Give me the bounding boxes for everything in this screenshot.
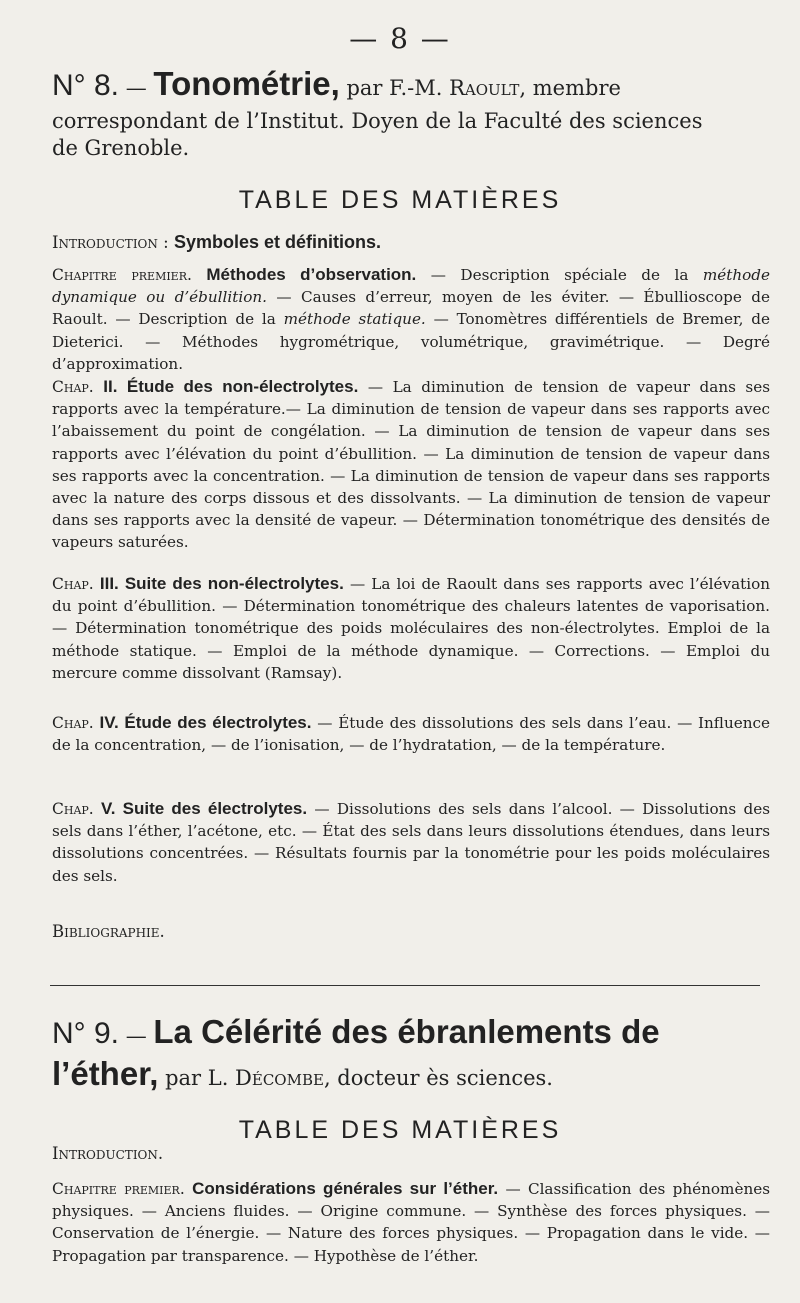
entry-8-chapter-5: Chap. V. Suite des électrolytes. — Dissolutions des sels dans l’alcool. — Dissolutions des sels dans l’éther, l’acétone, etc. — État des sels dans leurs dissolutions étendues, dans leurs dissolutions concentrées. — Résultats fournis par la tonométrie pour les poids moléculaires des sels. (52, 799, 770, 885)
entry-9-introduction: Introduction. (52, 1144, 164, 1163)
entry-8-chapter-2: Chap. II. Étude des non-électrolytes. — La diminution de tension de vapeur dans ses rapports avec la température.— La diminution de tension de vapeur dans ses rapports avec l’abaissement du point de congélation. — La diminution de tension de vapeur dans ses rapports avec l’élévation du point d’ébullition. — La diminution de tension de vapeur dans ses rapports avec la concentration. — La diminution de tension de vapeur dans ses rapports avec la nature des corps dissous et des dissolvants. — La diminution de tension de vapeur dans ses rapports avec la densité de vapeur. — Détermination tonométrique des densités de vapeurs saturées. (52, 377, 771, 552)
entry-8-introduction: Introduction : Symboles et définitions. (52, 232, 381, 252)
entry-9-toc-title: TABLE DES MATIÈRES (238, 1116, 562, 1144)
entry-8-toc-title: TABLE DES MATIÈRES (238, 186, 562, 214)
page-number: — 8 — (349, 22, 451, 55)
entry-8-number: N° 8. (52, 69, 120, 102)
entry-8-bibliography: Bibliographie. (52, 922, 165, 941)
entry-8-affiliation: correspondant de l’Institut. Doyen de la Faculté des sciences de Grenoble. (52, 109, 703, 160)
entry-8-chapter-1: Chapitre premier. Méthodes d’observation. — Description spéciale de la méthode dynamique ou d’ébullition. — Causes d’erreur, moyen de les éviter. — Ébullioscope de Raoult. — Description de la méthode statique. — Tonomètres différentiels de Bremer, de Dieterici. — Méthodes hygrométrique, volumétrique, gravimétrique. — Degré d’approximation. (52, 265, 770, 373)
entry-9-header: N° 9. — La Célérité des ébranlements de (52, 1013, 660, 1050)
entry-9-header-line-2: l’éther, par L. Décombe, docteur ès sciences. (52, 1055, 553, 1092)
entry-8-author: F.-M. Raoult (389, 76, 520, 100)
entry-9-author: L. Décombe (207, 1066, 324, 1090)
section-divider (50, 985, 760, 986)
entry-8-chapter-4: Chap. IV. Étude des électrolytes. — Étude des dissolutions des sels dans l’eau. — Influence de la concentration, — de l’ionisation, — de l’hydratation, — de la température. (52, 713, 770, 755)
entry-9-chapter-1: Chapitre premier. Considérations générales sur l’éther. — Classification des phénomènes physiques. — Anciens fluides. — Origine commune. — Synthèse des forces physiques. — Conservation de l’énergie. — Nature des forces physiques. — Propagation dans le vide. — Propagation par transparence. — Hypothèse de l’éther. (52, 1179, 771, 1265)
entry-9-number: N° 9. (52, 1017, 120, 1050)
entry-8-title: Tonométrie, (153, 65, 340, 102)
entry-8-chapter-3: Chap. III. Suite des non-électrolytes. — La loi de Raoult dans ses rapports avec l’élévation du point d’ébullition. — Détermination tonométrique des chaleurs latentes de vaporisation. — Détermination tonométrique des poids moléculaires des non-électrolytes. Emploi de la méthode statique. — Emploi de la méthode dynamique. — Corrections. — Emploi du mercure comme dissolvant (Ramsay). (52, 574, 771, 682)
entry-8-header: N° 8. — Tonométrie, par F.-M. Raoult, membre (52, 65, 621, 102)
entry-9-title: La Célérité des ébranlements de (153, 1013, 660, 1050)
